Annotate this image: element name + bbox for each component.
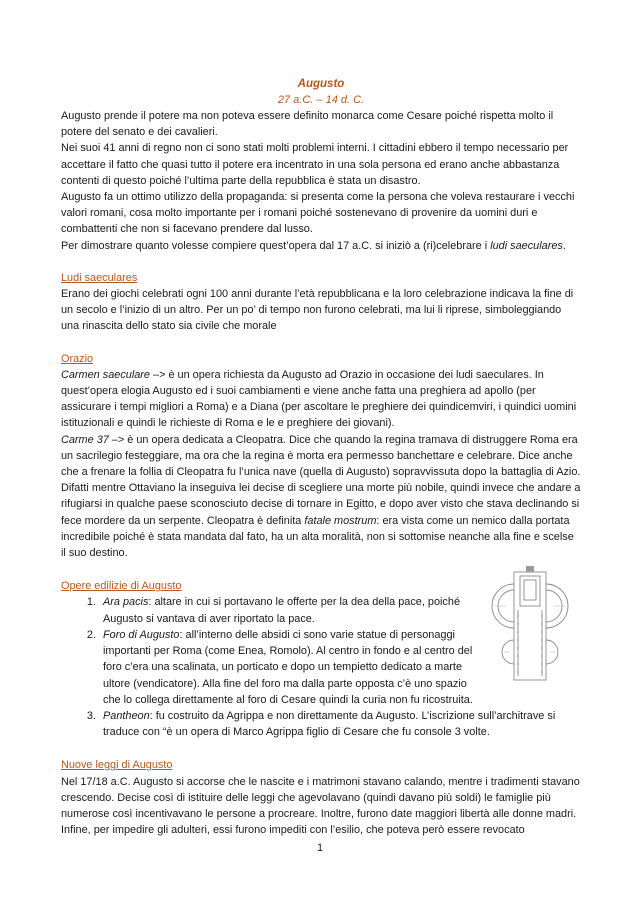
intro-paragraph-1: Augusto prende il potere ma non poteva essere definito monarca come Cesare poiché rispetta molto il potere del senato e dei cavalieri. — [61, 110, 554, 139]
opera-name: Pantheon — [103, 709, 150, 722]
intro-paragraph-3: Augusto fa un ottimo utilizzo della propaganda: si presenta come la persona che voleva restaurare i vecchi valori romani, cosa molto importante per i romani poiché sostenevano di provenire da uomini duri e combattenti che non si facevano prendere dal lusso. — [61, 191, 575, 236]
fatale-mostrum-term: fatale mostrum — [304, 514, 377, 527]
intro-paragraph-4 — [61, 238, 581, 254]
opera-description: : fu costruito da Agrippa e non direttamente da Augusto. L’iscrizione sull’architrave si traduce con “è un opera di Marco Agrippa figlio di Cesare che fu console 3 volte. — [103, 709, 556, 739]
carme-37-title: Carme 37 — [61, 433, 109, 446]
list-item — [99, 627, 485, 708]
page-title: Augusto — [297, 78, 345, 90]
opera-name: Ara pacis — [103, 596, 149, 609]
heading-nuove-leggi: Nuove leggi di Augusto — [61, 759, 173, 772]
orazio-p2-end: : era vista come un nemico dalla portata incredibile poiché è stata mandata dal fato, ha un alta moralità, non si sottomise neanche alla fine e scelse il suo destino. — [61, 514, 574, 560]
intro-last-text: Per dimostrare quanto volesse compiere quest’opera dal 17 a.C. si iniziò a (ri)celebrare i — [61, 239, 491, 252]
list-item — [99, 594, 485, 626]
orazio-p1-text: –> è un opera richiesta da Augusto ad Orazio in occasione dei ludi saeculares. In quest’opera elogia Augusto ed i suoi cambiamenti e viene anche fatta una preghiera ad apollo (per assicurare i tempi migliori a Roma) e a Diana (per ascoltare le preghiere dei quindicemviri, i quindici uomini istituzionali e quindi le richieste di Roma e le e preghiere dei giovani). — [61, 368, 577, 430]
orazio-paragraph-1 — [61, 367, 581, 432]
foro-di-augusto-plan-image — [480, 566, 580, 684]
ludi-paragraph: Erano dei giochi celebrati ogni 100 anni durante l’età repubblicana e la loro celebrazione indicava la fine di un secolo e l’inizio di un altro. Per un po’ di tempo non furono celebrati, ma lui li riprese, simboleggiando una rinascita dello stato sia civile che morale — [61, 288, 574, 333]
carmen-saeculare-title: Carmen saeculare — [61, 368, 150, 381]
heading-opere-edilizie: Opere edilizie di Augusto — [61, 580, 182, 593]
opera-description: : altare in cui si portavano le offerte per la dea della pace, poiché Augusto si vantava di aver riportato la pace. — [103, 596, 460, 625]
page-number: 1 — [316, 842, 324, 854]
heading-orazio: Orazio — [61, 352, 94, 365]
opera-name: Foro di Augusto — [103, 628, 180, 641]
intro-last-italic: ludi saeculares — [490, 239, 563, 252]
intro-paragraph-2: Nei suoi 41 anni di regno non ci sono stati molti problemi interni. I cittadini ebbero il tempo necessario per accettare il fatto che quasi tutto il potere era incentrato in una sola persona ed erano anche abbastanza contenti di questo poiché l’ultima parte della repubblica è stata un disastro. — [61, 142, 569, 187]
opera-description: : all’interno delle absidi ci sono varie statue di personaggi importanti per Roma (come Enea, Romolo). Al centro in fondo e al centro del foro c’era una scalinata, un porticato e dopo un tempietto dedicato a marte ultore (vendicatore). Alla fine del foro ma dalla parte opposta c’è uno spazio che lo collega direttamente al foro di Cesare quindi la curia non fu ricostruita. — [103, 628, 473, 706]
document-body — [61, 76, 581, 838]
orazio-paragraph-2 — [61, 432, 581, 562]
page-subtitle: 27 a.C. – 14 d. C. — [277, 94, 365, 106]
heading-ludi-saeculares: Ludi saeculares — [61, 271, 138, 284]
list-item — [99, 708, 581, 740]
orazio-p2-text: –> è un opera dedicata a Cleopatra. Dice che quando la regina tramava di distruggere Roma era un sacrilegio festeggiare, ma ora che la regina è morta era permesso banchettare e celebrare. Dice anche che a frenare la follia di Cleopatra fu l’unica nave (quella di Augusto) sopravvissuta dopo la battaglia di Azio. Difatti mentre Ottaviano la inseguiva lei decise di scegliere una morte più nobile, quindi invece che andare a rifugiarsi in qualche paese sconosciuto decise di tornare in Egitto, e dopo aver visto che stava declinando si fece mordere da un serpente. Cleopatra è definita — [61, 433, 581, 527]
leggi-paragraph: Nel 17/18 a.C. Augusto si accorse che le nascite e i matrimoni stavano calando, mentre i tradimenti stavano crescendo. Decise così di istituire delle leggi che agevolavano (quindi davano più soldi) le famiglie più numerose così incentivavano le persone a procreare. Inoltre, furono date maggiori libertà alle donne madri. Infine, per impedire gli adulteri, essi furono impediti con l’esilio, che poteva però essere revocato — [61, 775, 580, 837]
intro-last-end: . — [562, 239, 566, 252]
